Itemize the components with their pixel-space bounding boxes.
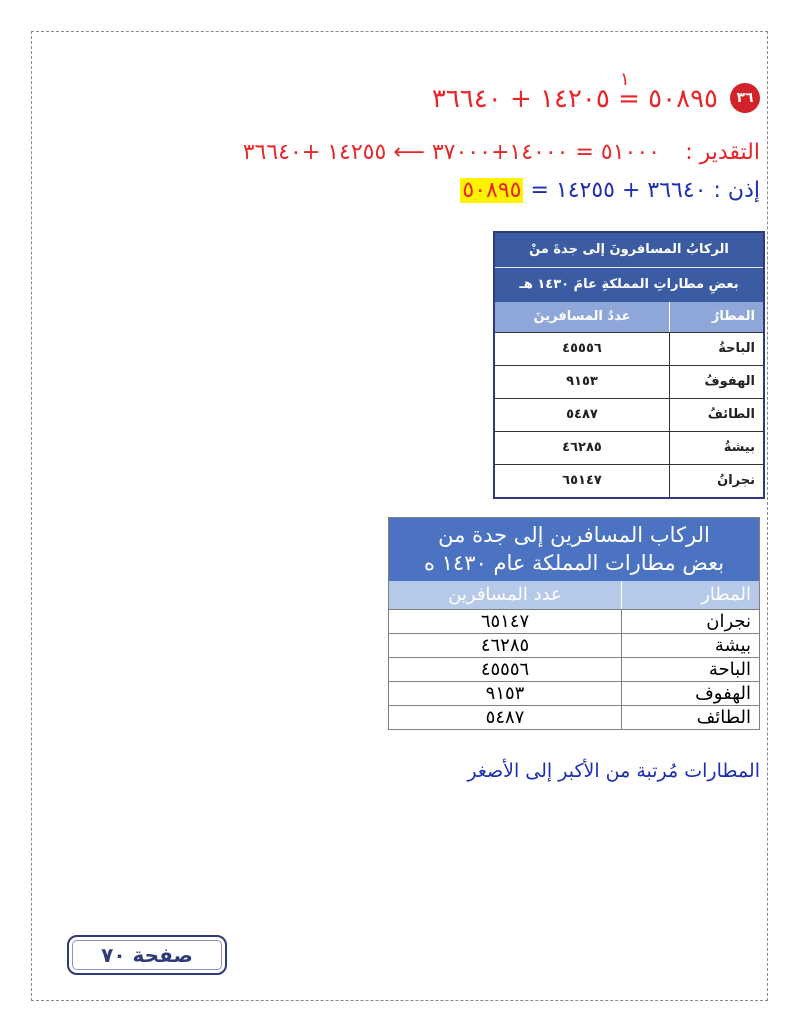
col-airport-header: المطار <box>621 581 759 609</box>
answer-label: إذن : <box>713 178 760 203</box>
col-airport-header: المطارُ <box>669 302 763 332</box>
table-row: نجران ٦٥١٤٧ <box>389 609 759 633</box>
table-header-row <box>389 581 759 609</box>
table-title: الركاب المسافرين إلى جدة من بعض مطارات المملكة عام ١٤٣٠ ه <box>389 518 759 581</box>
ordering-note: المطارات مُرتبة من الأكبر إلى الأصغر <box>467 760 760 782</box>
page-frame <box>31 31 768 1001</box>
page-number-badge: صفحة ٧٠ <box>67 935 227 975</box>
problem-line <box>420 69 760 119</box>
table-row: الهفوفُ ٩١٥٣ <box>495 365 763 398</box>
table-row: الباحةُ ٤٥٥٥٦ <box>495 332 763 365</box>
answer-result: ٥٠٨٩٥ <box>462 178 522 203</box>
col-count-header: عددُ المسافرينَ <box>533 309 631 324</box>
table-row: الباحة ٤٥٥٥٦ <box>389 657 759 681</box>
table-title: الركابُ المسافرونَ إلى جدةَ منْ بعضِ مطاراتِ المملكةِ عامَ ١٤٣٠ هـ <box>495 233 763 302</box>
col-count-header: عدد المسافرين <box>448 584 562 605</box>
table-row: الهفوف ٩١٥٣ <box>389 681 759 705</box>
sorted-airports-table <box>388 517 760 730</box>
estimate-line <box>190 140 760 172</box>
question-number-badge: ٣٦ <box>730 83 760 113</box>
table-row: بيشةُ ٤٦٢٨٥ <box>495 431 763 464</box>
estimate-label: التقدير : <box>685 140 760 165</box>
carry-mark: ١ <box>620 69 630 90</box>
table-row: بيشة ٤٦٢٨٥ <box>389 633 759 657</box>
table-row: نجرانُ ٦٥١٤٧ <box>495 464 763 497</box>
answer-line <box>440 178 760 210</box>
estimate-expression: ٥١٠٠٠ = ١٤٠٠٠+٣٧٠٠٠ ⟵ ١٤٢٥٥ +٣٦٦٤٠ <box>242 140 660 165</box>
table-header-row <box>495 302 763 332</box>
original-airports-table <box>493 231 765 499</box>
answer-expression: ٣٦٦٤٠ + ١٤٢٥٥ = <box>530 178 707 203</box>
problem-expression: ٥٠٨٩٥ = ١٤٢٠٥ + ٣٦٦٤٠ <box>431 84 718 114</box>
table-row: الطائفُ ٥٤٨٧ <box>495 398 763 431</box>
table-row: الطائف ٥٤٨٧ <box>389 705 759 729</box>
